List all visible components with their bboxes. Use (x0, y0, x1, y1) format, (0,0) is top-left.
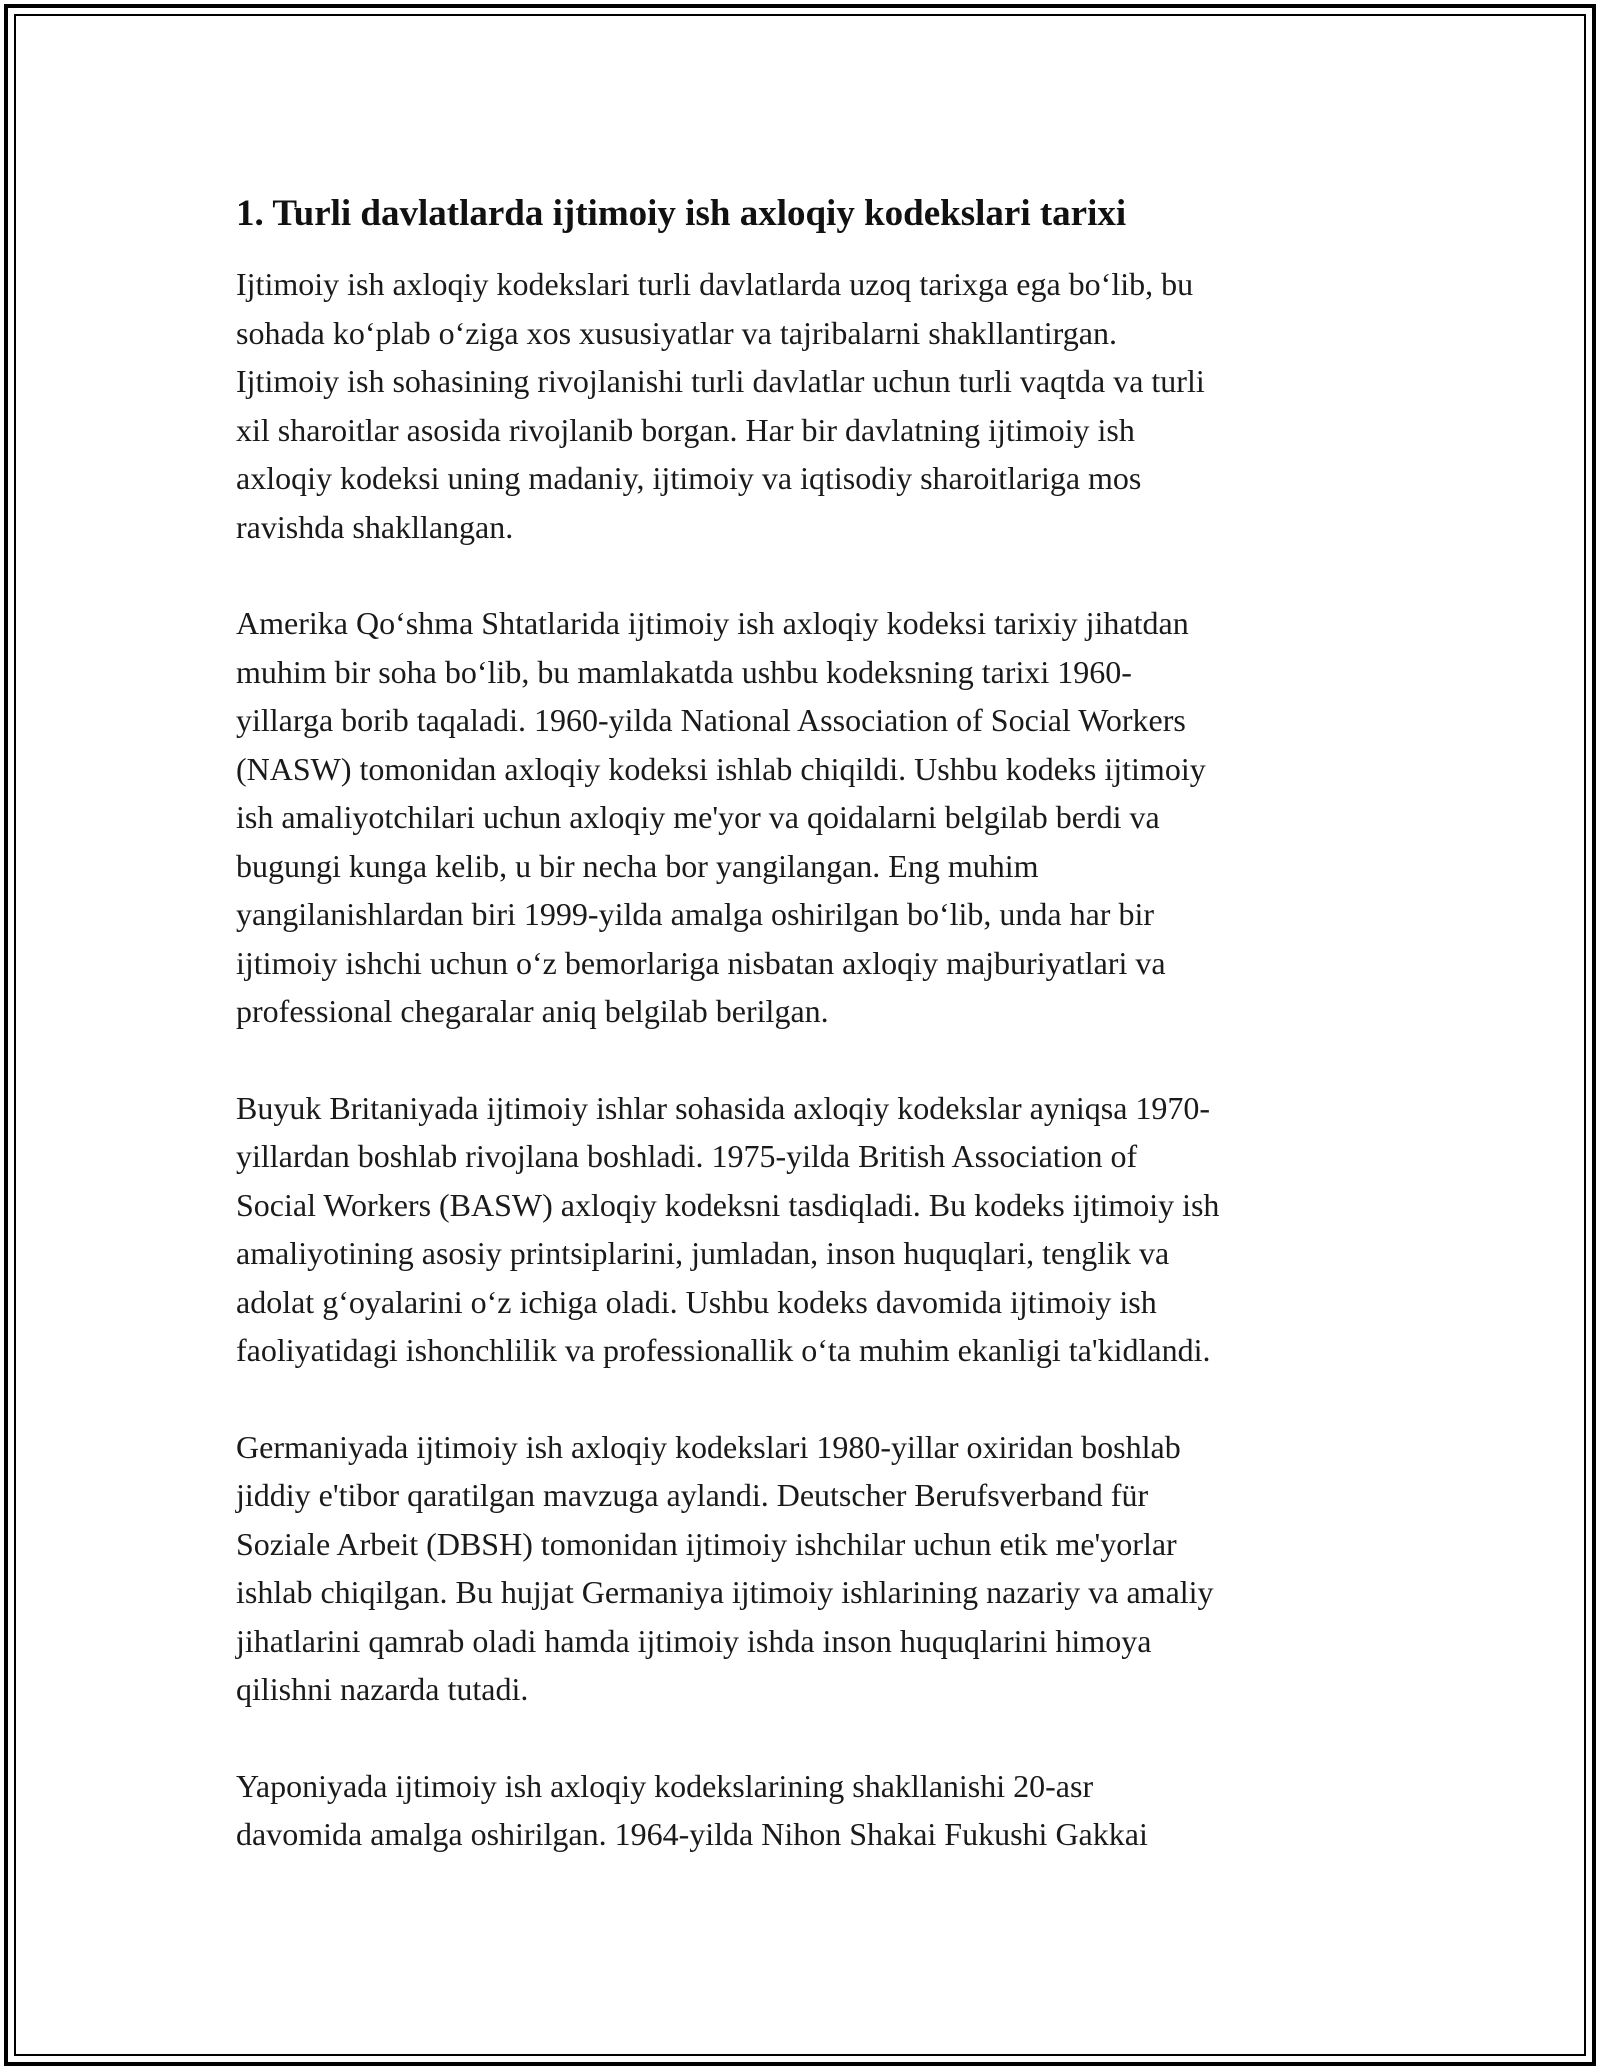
paragraph (236, 1423, 1381, 1714)
text-line: yillarga borib taqaladi. 1960-yilda National Association of Social Workers (236, 702, 1186, 738)
text-line: Ijtimoiy ish axloqiy kodekslari turli davlatlarda uzoq tarixga ega bo‘lib, bu (236, 266, 1194, 302)
text-line: jiddiy e'tibor qaratilgan mavzuga aylandi. Deutscher Berufsverband für (236, 1477, 1149, 1513)
text-line: davomida amalga oshirilgan. 1964-yilda Nihon Shakai Fukushi Gakkai (236, 1816, 1148, 1852)
text-line: amaliyotining asosiy printsiplarini, jumladan, inson huquqlari, tenglik va (236, 1235, 1170, 1271)
text-line: Social Workers (BASW) axloqiy kodeksni tasdiqladi. Bu kodeks ijtimoiy ish (236, 1186, 1220, 1223)
text-line: Buyuk Britaniyada ijtimoiy ishlar sohasida axloqiy kodekslar ayniqsa 1970- (236, 1089, 1211, 1126)
text-line: Germaniyada ijtimoiy ish axloqiy kodekslari 1980-yillar oxiridan boshlab (236, 1428, 1181, 1465)
text-line: Amerika Qo‘shma Shtatlarida ijtimoiy ish axloqiy kodeksi tarixiy jihatdan (236, 605, 1189, 641)
paragraph-list (236, 260, 1381, 1859)
paragraph (236, 1762, 1381, 1859)
text-line: ishlab chiqilgan. Bu hujjat Germaniya ijtimoiy ishlarining nazariy va amaliy (236, 1574, 1214, 1610)
text-line: bugungi kunga kelib, u bir necha bor yangilangan. Eng muhim (236, 847, 1039, 884)
text-line: ish amaliyotchilari uchun axloqiy me'yor va qoidalarni belgilab berdi va (236, 799, 1160, 835)
text-line: adolat g‘oyalarini o‘z ichiga oladi. Ushbu kodeks davomida ijtimoiy ish (236, 1283, 1157, 1320)
paragraph (236, 599, 1381, 1036)
text-line: ijtimoiy ishchi uchun o‘z bemorlariga nisbatan axloqiy majburiyatlari va (236, 944, 1166, 981)
text-line: xil sharoitlar asosida rivojlanib borgan. Har bir davlatning ijtimoiy ish (236, 411, 1135, 448)
text-line: Soziale Arbeit (DBSH) tomonidan ijtimoiy ishchilar uchun etik me'yorlar (236, 1525, 1177, 1562)
text-line: faoliyatidagi ishonchlilik va professionallik o‘ta muhim ekanligi ta'kidlandi. (236, 1332, 1211, 1368)
text-line: jihatlarini qamrab oladi hamda ijtimoiy ishda inson huquqlarini himoya (236, 1622, 1152, 1659)
text-line: Yaponiyada ijtimoiy ish axloqiy kodekslarining shakllanishi 20-asr (236, 1767, 1094, 1804)
text-line: Ijtimoiy ish sohasining rivojlanishi turli davlatlar uchun turli vaqtda va turli (236, 363, 1205, 399)
text-line: yangilanishlardan biri 1999-yilda amalga oshirilgan bo‘lib, unda har bir (236, 896, 1154, 932)
text-line: muhim bir soha bo‘lib, bu mamlakatda ushbu kodeksning tarixi 1960- (236, 653, 1132, 690)
text-line: sohada ko‘plab o‘ziga xos xususiyatlar va tajribalarni shakllantirgan. (236, 314, 1117, 351)
text-line: yillardan boshlab rivojlana boshladi. 1975-yilda British Association of (236, 1138, 1138, 1174)
text-line: (NASW) tomonidan axloqiy kodeksi ishlab chiqildi. Ushbu kodeks ijtimoiy (236, 750, 1206, 787)
paragraph (236, 260, 1381, 551)
text-line: ravishda shakllangan. (236, 508, 514, 545)
text-line: qilishni nazarda tutadi. (236, 1671, 529, 1707)
section-heading: 1. Turli davlatlarda ijtimoiy ish axloqiy kodekslari tarixi (236, 193, 1127, 234)
document-body (236, 186, 1381, 1907)
paragraph (236, 1084, 1381, 1375)
text-line: axloqiy kodeksi uning madaniy, ijtimoiy va iqtisodiy sharoitlariga mos (236, 460, 1142, 496)
text-line: professional chegaralar aniq belgilab berilgan. (236, 993, 829, 1029)
